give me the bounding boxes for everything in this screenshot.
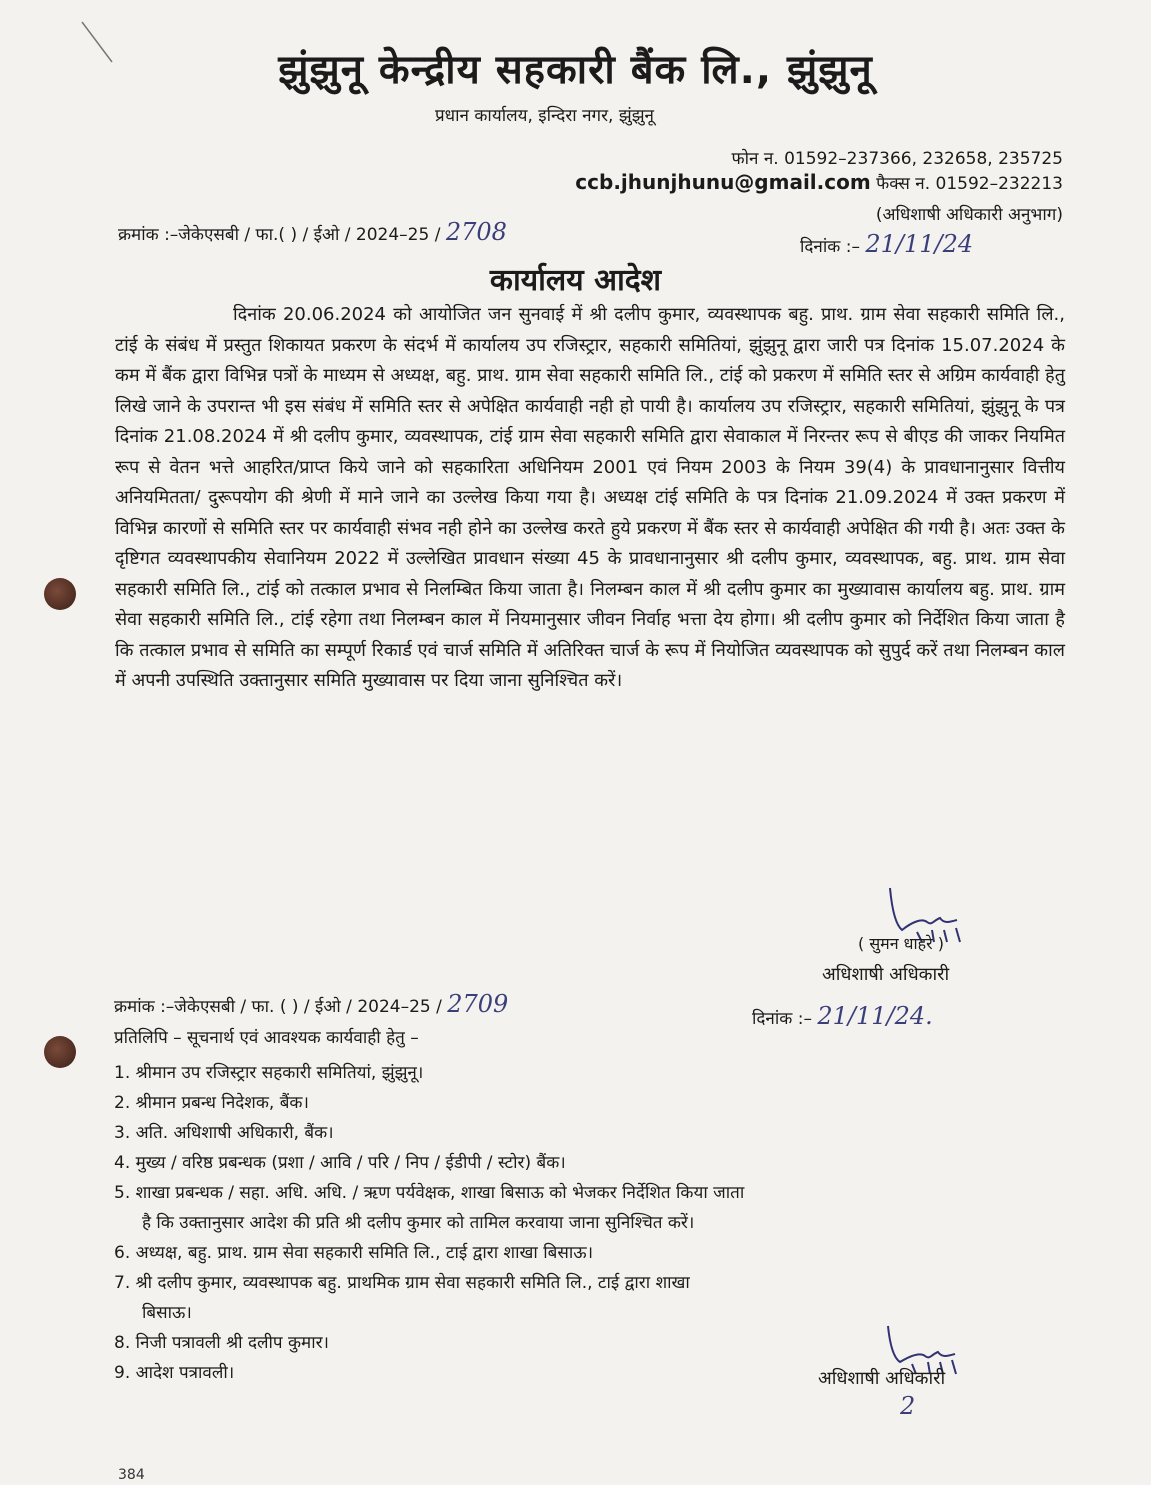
phone-numbers: फोन न. 01592–237366, 232658, 235725: [731, 149, 1063, 169]
list-item: 1. श्रीमान उप रजिस्ट्रार सहकारी समितियां, झुंझुनू।: [114, 1063, 424, 1083]
order-body-text: दिनांक 20.06.2024 को आयोजित जन सुनवाई में श्री दलीप कुमार, व्यवस्थापक बहु. प्राथ. ग्राम सेवा सहकारी समिति लि., टांई के संबंध में प्रस्तुत शिकायत प्रकरण के संदर्भ में कार्यालय उप रजिस्ट्रार, सहकारी समितियां, झुंझुनू द्वारा जारी पत्र दिनांक 15.07.2024 के कम में बैंक द्वारा विभिन्न पत्रों के माध्यम से अध्यक्ष, बहु. प्राथ. ग्राम सेवा सहकारी समिति लि., टांई को प्रकरण में समिति स्तर से अग्रिम कार्यवाही हेतु लिखे जाने के उपरान्त भी इस संबंध में समिति स्तर से अपेक्षित कार्यवाही नही हो पायी है। कार्यालय उप रजिस्ट्रार, सहकारी समितियां, झुंझुनू के पत्र दिनांक 21.08.2024 में श्री दलीप कुमार, व्यवस्थापक, टांई ग्राम सेवा सहकारी समिति द्वारा सेवाकाल में निरन्तर रूप से बीएड की जाकर नियमित रूप से वेतन भत्ते आहरित/प्राप्त किये जाने को सहकारिता अधिनियम 2001 एवं नियम 2003 के नियम 39(4) के प्रावधानानुसार वित्तीय अनियमितता/ दुरूपयोग की श्रेणी में माने जाने का उल्लेख किया गया है। अध्यक्ष टांई समिति के पत्र दिनांक 21.09.2024 में उक्त प्रकरण में विभिन्न कारणों से समिति स्तर पर कार्यवाही संभव नही होने का उल्लेख करते हुये प्रकरण में बैंक स्तर से कार्यवाही अपेक्षित की गयी है। अतः उक्त के दृष्टिगत व्यवस्थापकीय सेवानियम 2022 में उल्लेखित प्रावधान संख्या 45 के प्रावधानानुसार श्री दलीप कुमार, व्यवस्थापक, बहु. प्राथ. ग्राम सेवा सहकारी समिति लि., टांई को तत्काल प्रभाव से निलम्बित किया जाता है। निलम्बन काल में श्री दलीप कुमार का मुख्यावास कार्यालय बहु. प्राथ. ग्राम सेवा सहकारी समिति लि., टांई रहेगा तथा निलम्बन काल में नियमानुसार जीवन निर्वाह भत्ता देय होगा। श्री दलीप कुमार को निर्देशित किया जाता है कि तत्काल प्रभाव से समिति का सम्पूर्ण रिकार्ड एवं चार्ज समिति में अतिरिक्त चार्ज के रूप में नियोजित व्यवस्थापक को सुपुर्द करें तथा निलम्बन काल में अपनी उपस्थिति उक्तानुसार समिति मुख्यावास पर दिया जाना सुनिश्चित करें।: [115, 304, 1065, 691]
list-item: 4. मुख्य / वरिष्ठ प्रबन्धक (प्रशा / आवि / परि / निप / ईडीपी / स्टोर) बैंक।: [114, 1153, 566, 1173]
pen-stroke-mark: [78, 18, 118, 68]
punch-hole-icon: [44, 578, 76, 610]
page-number: 384: [118, 1467, 145, 1483]
list-item: बिसाऊ।: [142, 1303, 192, 1323]
list-item: है कि उक्तानुसार आदेश की प्रति श्री दलीप कुमार को तामिल करवाया जाना सुनिश्चित करें।: [142, 1213, 695, 1233]
copy-signatory-designation: अधिशाषी अधिकारी: [818, 1368, 946, 1389]
bank-name-title: झुंझुनू केन्द्रीय सहकारी बैंक लि., झुंझुनू: [278, 47, 873, 93]
list-item: 9. आदेश पत्रावली।: [114, 1363, 235, 1383]
copy-ref-number: 2709: [447, 990, 509, 1018]
order-date-value: 21/11/24: [865, 230, 974, 258]
list-item: 7. श्री दलीप कुमार, व्यवस्थापक बहु. प्राथमिक ग्राम सेवा सहकारी समिति लि., टाई द्वारा शाखा: [114, 1273, 690, 1293]
copy-ref-label: क्रमांक :–जेकेएसबी / फा. ( ) / ईओ / 2024–25 /: [114, 997, 448, 1017]
signatory-designation: अधिशाषी अधिकारी: [822, 964, 950, 985]
copy-date: [752, 1002, 933, 1030]
order-ref-number: 2708: [445, 218, 507, 246]
order-heading: कार्यालय आदेश: [489, 263, 662, 298]
signatory-name: ( सुमन धाहरे ): [858, 934, 945, 953]
fax-number: फैक्स न. 01592–232213: [876, 174, 1063, 194]
list-item: 5. शाखा प्रबन्धक / सहा. अधि. अधि. / ऋण पर्यवेक्षक, शाखा बिसाऊ को भेजकर निर्देशित किया जाता: [114, 1183, 745, 1203]
office-address: प्रधान कार्यालय, इन्दिरा नगर, झुंझुनू: [435, 106, 654, 126]
order-ref-label: क्रमांक :–जेकेएसबी / फा.( ) / ईओ / 2024–25 /: [118, 225, 446, 245]
email-address: ccb.jhunjhunu@gmail.com: [575, 170, 871, 194]
copy-reference: [114, 990, 508, 1018]
initial-mark: 2: [900, 1392, 916, 1420]
list-item: 3. अति. अधिशाषी अधिकारी, बैंक।: [114, 1123, 334, 1143]
punch-hole-icon: [44, 1036, 76, 1068]
order-reference: [118, 218, 507, 246]
list-item: 2. श्रीमान प्रबन्ध निदेशक, बैंक।: [114, 1093, 309, 1113]
email-fax-line: [575, 170, 1063, 194]
order-date-label: दिनांक :–: [800, 237, 866, 257]
list-item: 8. निजी पत्रावली श्री दलीप कुमार।: [114, 1333, 329, 1353]
department-name: (अधिशाषी अधिकारी अनुभाग): [875, 205, 1063, 225]
list-item: 6. अध्यक्ष, बहु. प्राथ. ग्राम सेवा सहकारी समिति लि., टाई द्वारा शाखा बिसाऊ।: [114, 1243, 594, 1263]
copy-date-value: 21/11/24.: [817, 1002, 933, 1030]
order-date: [800, 230, 973, 258]
copy-heading: प्रतिलिपि – सूचनार्थ एवं आवश्यक कार्यवाही हेतु –: [114, 1028, 419, 1048]
copy-date-label: दिनांक :–: [752, 1009, 818, 1029]
